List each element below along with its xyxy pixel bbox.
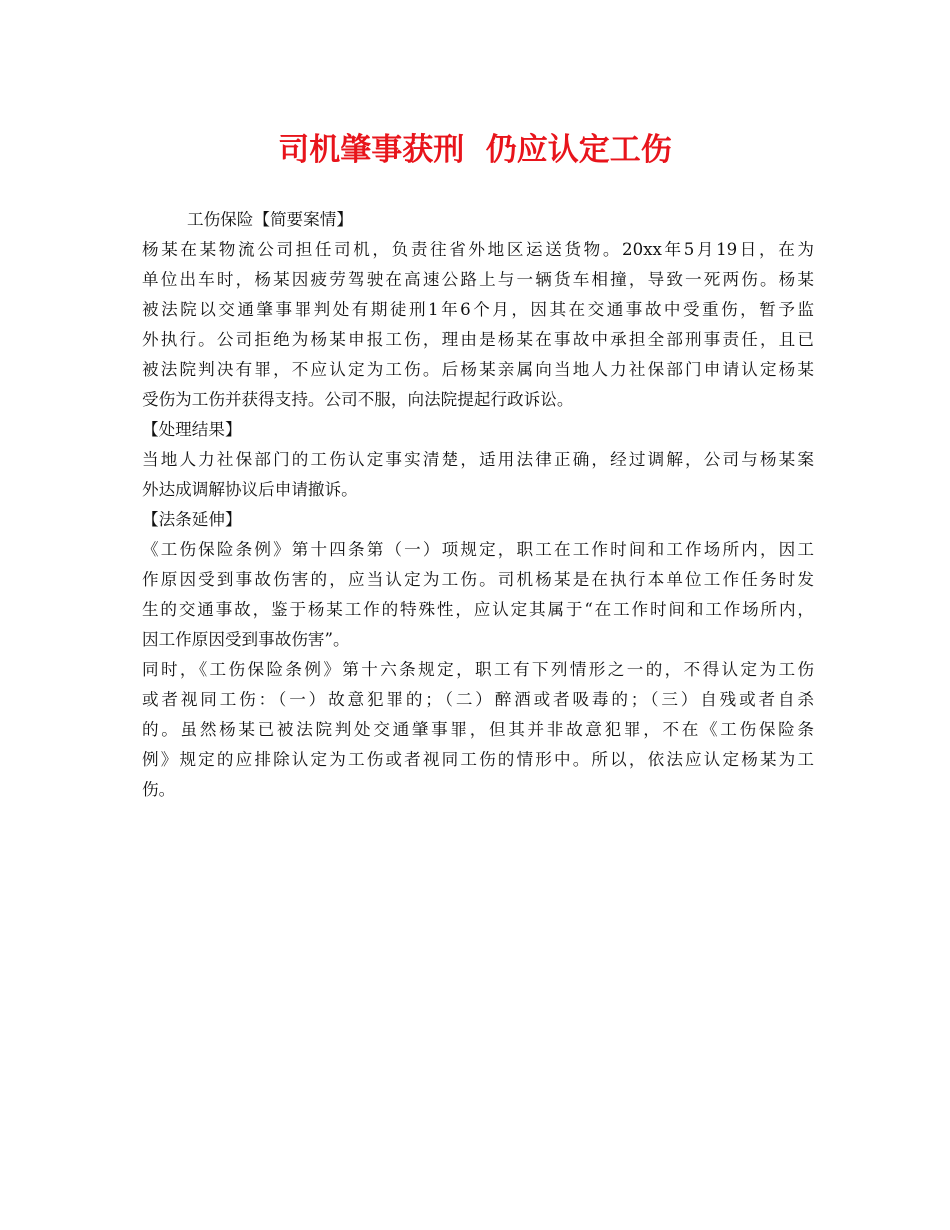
body-line: 被法院判决有罪，不应认定为工伤。后杨某亲属向当地人力社保部门申请认定杨某 [142,360,814,379]
body-line: 因工作原因受到事故伤害”。 [142,630,350,649]
body-line: 同时，《工伤保险条例》第十六条规定，职工有下列情形之一的，不得认定为工伤 [142,660,814,679]
body-line: 被法院以交通肇事罪判处有期徒刑1年6个月，因其在交通事故中受重伤，暂予监 [142,300,814,319]
body-line: 工伤保险【简要案情】 [187,210,353,229]
body-line: 作原因受到事故伤害的，应当认定为工伤。司机杨某是在执行本单位工作任务时发 [142,570,814,589]
section-heading-law: 【法条延伸】 [142,510,242,529]
body-line: 例》规定的应排除认定为工伤或者视同工伤的情形中。所以，依法应认定杨某为工 [142,750,814,769]
document-title: 司机肇事获刑 仍应认定工伤 [278,132,672,168]
body-line: 受伤为工伤并获得支持。公司不服，向法院提起行政诉讼。 [142,390,574,409]
body-line: 或者视同工伤：（一）故意犯罪的；（二）醉酒或者吸毒的；（三）自残或者自杀 [142,690,814,709]
body-line: 伤。 [142,780,176,799]
body-line: 生的交通事故，鉴于杨某工作的特殊性，应认定其属于“在工作时间和工作场所内， [142,600,814,619]
body-line: 外达成调解协议后申请撤诉。 [142,480,358,499]
body-line: 单位出车时，杨某因疲劳驾驶在高速公路上与一辆货车相撞，导致一死两伤。杨某 [142,270,814,289]
body-line: 《工伤保险条例》第十四条第（一）项规定，职工在工作时间和工作场所内，因工 [142,540,814,559]
body-line: 当地人力社保部门的工伤认定事实清楚，适用法律正确，经过调解，公司与杨某案 [142,450,814,469]
body-line: 杨某在某物流公司担任司机，负责往省外地区运送货物。20xx年5月19日，在为 [142,240,814,259]
section-heading-result: 【处理结果】 [142,420,242,439]
body-line: 的。虽然杨某已被法院判处交通肇事罪，但其并非故意犯罪，不在《工伤保险条 [142,720,814,739]
document-body [142,205,814,805]
body-line: 外执行。公司拒绝为杨某申报工伤，理由是杨某在事故中承担全部刑事责任，且已 [142,330,814,349]
